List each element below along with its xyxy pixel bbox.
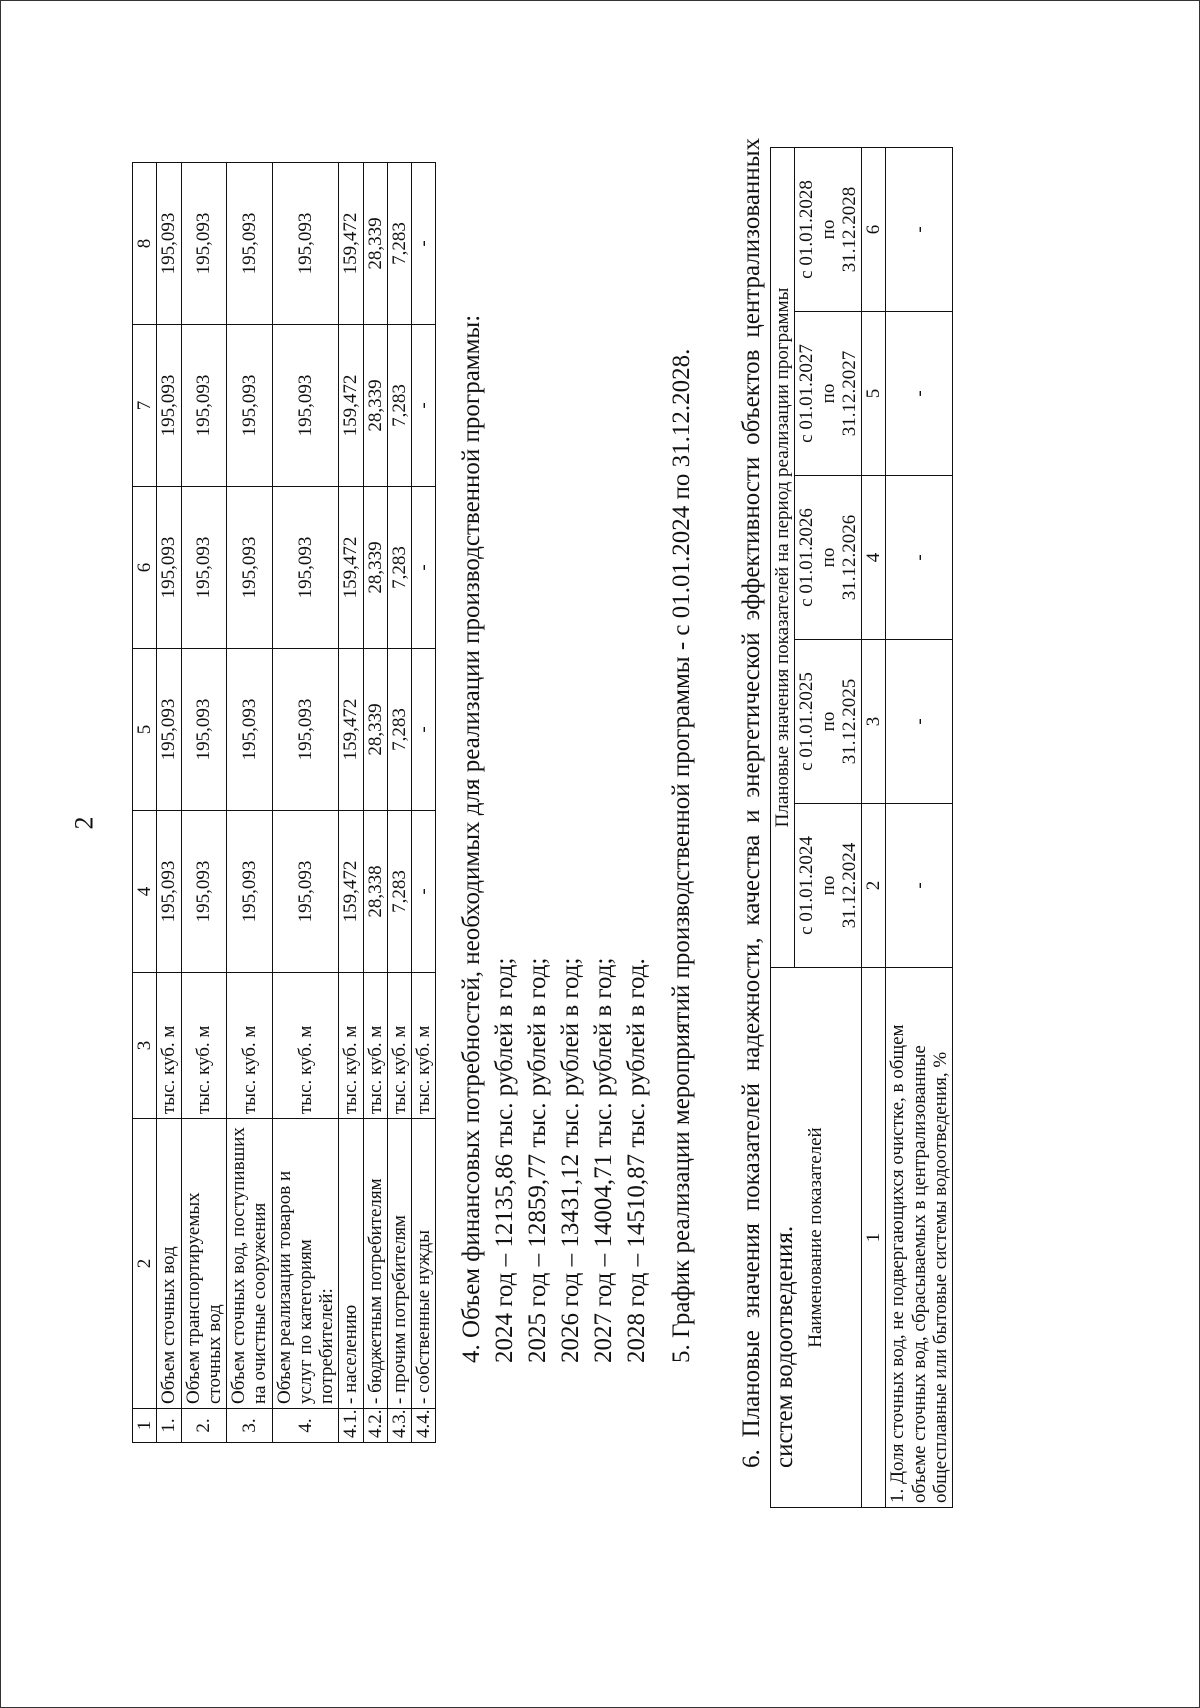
period-header [795, 312, 862, 476]
period-po: по [817, 383, 839, 404]
year-value: 7,283 [387, 811, 411, 973]
year-value: 7,283 [387, 487, 411, 649]
year-value: 195,093 [272, 487, 339, 649]
year-value: 195,093 [272, 811, 339, 973]
column-number: 1 [133, 1409, 157, 1443]
table-row [157, 163, 181, 1443]
indicator-name-header: Наименование показателей [771, 968, 862, 1508]
year-value: 159,472 [339, 163, 363, 325]
column-number: 2 [862, 804, 886, 968]
financial-line: 2025 год – 12859,77 тыс. рублей в год; [524, 957, 551, 1363]
indicator-name: - собственные нужды [412, 1119, 436, 1409]
row-number: 4.2. [363, 1409, 387, 1443]
year-value: 28,339 [363, 487, 387, 649]
period-to: 31.12.2026 [838, 514, 860, 601]
period-po: по [817, 547, 839, 568]
table-row [181, 163, 227, 1443]
table-row [412, 163, 436, 1443]
year-value: 28,339 [363, 163, 387, 325]
period-from: с 01.01.2027 [796, 344, 818, 443]
section-financial-needs [455, 315, 653, 1363]
period-header [795, 476, 862, 640]
year-value: 28,338 [363, 811, 387, 973]
column-number: 5 [133, 649, 157, 811]
column-number: 7 [133, 325, 157, 487]
table-row [363, 163, 387, 1443]
section-4-title: 4. Объем финансовых потребностей, необходимых для реализации производственной программы: [458, 314, 485, 1363]
period-from: с 01.01.2024 [796, 836, 818, 935]
period-header [795, 640, 862, 804]
year-value: 7,283 [387, 163, 411, 325]
year-value: 195,093 [227, 649, 273, 811]
column-number: 1 [862, 968, 886, 1508]
year-value: 195,093 [272, 649, 339, 811]
indicators-table [770, 147, 953, 1508]
row-number: 3. [227, 1409, 273, 1443]
period-header [795, 148, 862, 312]
period-header [795, 804, 862, 968]
column-number: 4 [133, 811, 157, 973]
year-value: 159,472 [339, 325, 363, 487]
year-value: 195,093 [227, 811, 273, 973]
year-value: 159,472 [339, 487, 363, 649]
column-number: 6 [133, 487, 157, 649]
period-to: 31.12.2028 [838, 186, 860, 273]
indicator-value: - [886, 640, 953, 804]
column-number: 5 [862, 312, 886, 476]
year-value: - [412, 487, 436, 649]
section-schedule: 5. График реализации мероприятий производственной программы - с 01.01.2024 по 31.12.2028. [668, 348, 695, 1363]
year-value: 195,093 [227, 325, 273, 487]
financial-line: 2028 год – 14510,87 тыс. рублей в год. [623, 958, 650, 1363]
year-value: 195,093 [181, 649, 227, 811]
unit: тыс. куб. м [181, 973, 227, 1119]
column-number: 3 [133, 973, 157, 1119]
column-number: 2 [133, 1119, 157, 1409]
indicator-name: Объем транспортируемых сточных вод [181, 1119, 227, 1409]
page-number: 2 [69, 816, 99, 830]
row-number: 4. [272, 1409, 339, 1443]
indicator-name: Объем сточных вод [157, 1119, 181, 1409]
year-value: 159,472 [339, 811, 363, 973]
column-number: 6 [862, 148, 886, 312]
table-row [387, 163, 411, 1443]
period-to: 31.12.2025 [838, 678, 860, 765]
year-value: 195,093 [157, 325, 181, 487]
indicator-value: - [886, 804, 953, 968]
period-to: 31.12.2024 [838, 842, 860, 929]
indicator-name: - бюджетным потребителям [363, 1119, 387, 1409]
year-value: 195,093 [227, 487, 273, 649]
table-row [227, 163, 273, 1443]
period-po: по [817, 875, 839, 896]
year-value: 195,093 [181, 811, 227, 973]
unit: тыс. куб. м [227, 973, 273, 1119]
year-value: 28,339 [363, 649, 387, 811]
row-number: 2. [181, 1409, 227, 1443]
unit: тыс. куб. м [387, 973, 411, 1119]
year-value: 195,093 [181, 325, 227, 487]
column-number: 4 [862, 476, 886, 640]
year-value: 195,093 [157, 811, 181, 973]
year-value: 195,093 [181, 163, 227, 325]
financial-line: 2024 год – 12135,86 тыс. рублей в год; [491, 957, 518, 1363]
period-to: 31.12.2027 [838, 350, 860, 437]
unit: тыс. куб. м [412, 973, 436, 1119]
column-number: 8 [133, 163, 157, 325]
indicator-value: - [886, 148, 953, 312]
indicator-value: - [886, 312, 953, 476]
year-value: 28,339 [363, 325, 387, 487]
year-value: 195,093 [157, 649, 181, 811]
year-value: 195,093 [181, 487, 227, 649]
period-from: с 01.01.2025 [796, 672, 818, 771]
production-volume-table [132, 162, 436, 1443]
indicator-name: Объем сточных вод, поступивших на очистные сооружения [227, 1119, 273, 1409]
year-value: 7,283 [387, 649, 411, 811]
financial-line: 2027 год – 14004,71 тыс. рублей в год; [590, 957, 617, 1363]
planned-values-header: Плановые значения показателей на период реализации программы [771, 148, 795, 968]
table-row [272, 163, 339, 1443]
year-value: 195,093 [227, 163, 273, 325]
column-number: 3 [862, 640, 886, 804]
unit: тыс. куб. м [272, 973, 339, 1119]
year-value: 7,283 [387, 325, 411, 487]
period-po: по [817, 711, 839, 732]
rotated-content [100, 118, 1180, 1618]
year-value: 195,093 [157, 487, 181, 649]
indicator-value: - [886, 476, 953, 640]
row-number: 4.3. [387, 1409, 411, 1443]
indicator-name: 1. Доля сточных вод, не подвергающихся очистке, в общем объеме сточных вод, сбрасываемых в централизованные общесплавные или бытовые системы водоотведения, % [886, 968, 953, 1508]
period-po: по [817, 219, 839, 240]
year-value: - [412, 649, 436, 811]
unit: тыс. куб. м [157, 973, 181, 1119]
indicator-name: - населению [339, 1119, 363, 1409]
row-number: 4.1. [339, 1409, 363, 1443]
section-indicators-title: 6. Плановые значения показателей надежности, качества и энергетической эффективности объектов централизованных систем водоотведения. [738, 138, 798, 1468]
year-value: - [412, 811, 436, 973]
year-value: 195,093 [157, 163, 181, 325]
table-header-row [133, 163, 157, 1443]
row-number: 4.4. [412, 1409, 436, 1443]
year-value: 159,472 [339, 649, 363, 811]
indicator-name: - прочим потребителям [387, 1119, 411, 1409]
year-value: 195,093 [272, 325, 339, 487]
period-from: с 01.01.2026 [796, 508, 818, 607]
unit: тыс. куб. м [363, 973, 387, 1119]
year-value: - [412, 325, 436, 487]
unit: тыс. куб. м [339, 973, 363, 1119]
year-value: 195,093 [272, 163, 339, 325]
table-row [339, 163, 363, 1443]
indicator-name: Объем реализации товаров и услуг по категориям потребителей: [272, 1119, 339, 1409]
financial-line: 2026 год – 13431,12 тыс. рублей в год; [557, 957, 584, 1363]
row-number: 1. [157, 1409, 181, 1443]
year-value: - [412, 163, 436, 325]
period-from: с 01.01.2028 [796, 180, 818, 279]
